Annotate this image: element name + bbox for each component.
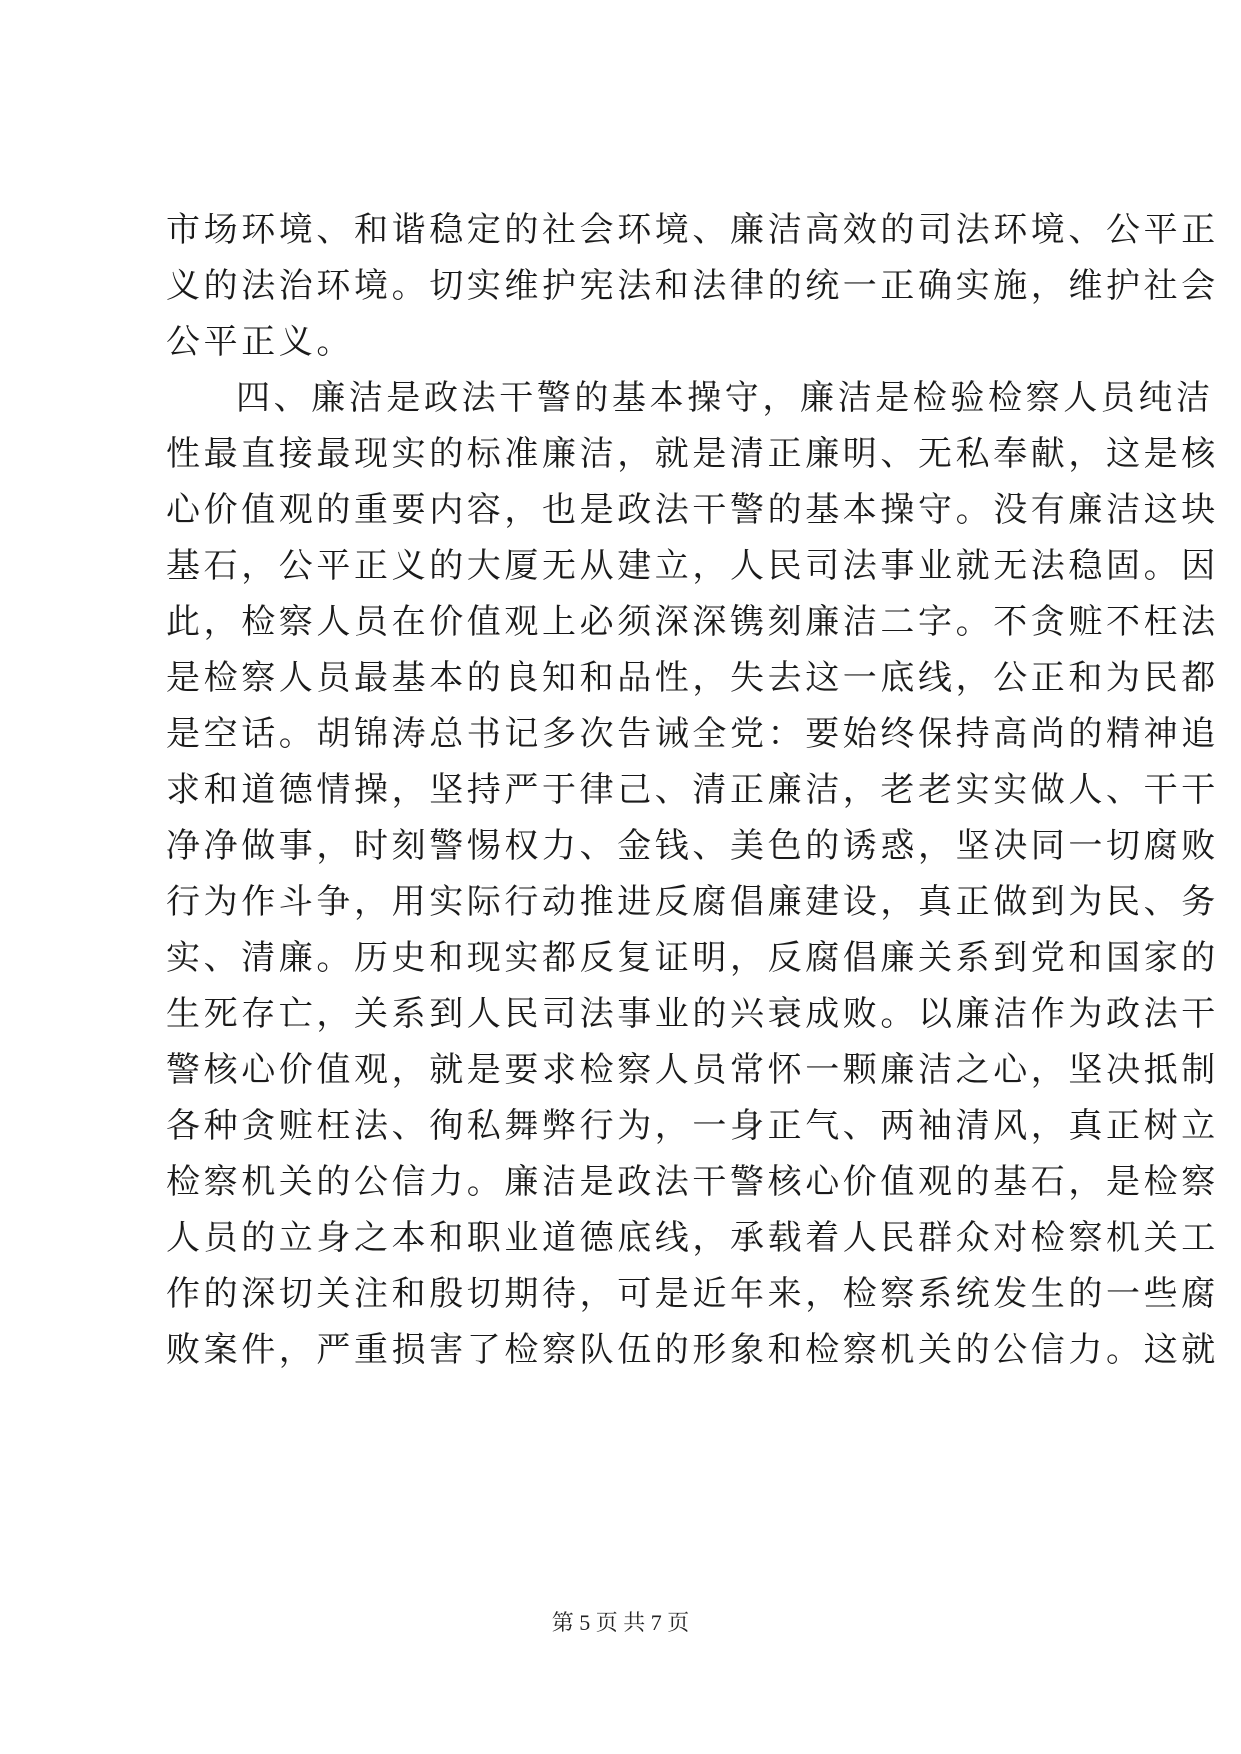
body-line: 各种贪赃枉法、徇私舞弊行为，一身正气、两袖清风，真正树立 <box>166 1106 1219 1146</box>
body-line: 求和道德情操，坚持严于律己、清正廉洁，老老实实做人、干干 <box>166 770 1219 810</box>
page-footer <box>0 1609 1241 1637</box>
body-line: 基石，公平正义的大厦无从建立，人民司法事业就无法稳固。因 <box>166 546 1219 586</box>
body-line: 生死存亡，关系到人民司法事业的兴衰成败。以廉洁作为政法干 <box>166 994 1219 1034</box>
body-line: 是检察人员最基本的良知和品性，失去这一底线，公正和为民都 <box>166 658 1219 698</box>
body-line: 性最直接最现实的标准廉洁，就是清正廉明、无私奉献，这是核 <box>166 434 1219 474</box>
body-line: 行为作斗争，用实际行动推进反腐倡廉建设，真正做到为民、务 <box>166 882 1219 922</box>
body-line: 败案件，严重损害了检察队伍的形象和检察机关的公信力。这就 <box>166 1330 1219 1370</box>
body-line: 市场环境、和谐稳定的社会环境、廉洁高效的司法环境、公平正 <box>166 210 1219 250</box>
body-line: 检察机关的公信力。廉洁是政法干警核心价值观的基石，是检察 <box>166 1162 1219 1202</box>
body-line: 实、清廉。历史和现实都反复证明，反腐倡廉关系到党和国家的 <box>166 938 1219 978</box>
body-line: 是空话。胡锦涛总书记多次告诫全党：要始终保持高尚的精神追 <box>166 714 1219 754</box>
body-line: 公平正义。 <box>166 322 354 362</box>
paragraph-first-line: 四、廉洁是政法干警的基本操守，廉洁是检验检察人员纯洁 <box>236 378 1214 418</box>
body-line: 人员的立身之本和职业道德底线，承载着人民群众对检察机关工 <box>166 1218 1219 1258</box>
body-line: 义的法治环境。切实维护宪法和法律的统一正确实施，维护社会 <box>166 266 1219 306</box>
body-line: 作的深切关注和殷切期待，可是近年来，检察系统发生的一些腐 <box>166 1274 1219 1314</box>
body-line: 心价值观的重要内容，也是政法干警的基本操守。没有廉洁这块 <box>166 490 1219 530</box>
page-number-label: 第 5 页 共 7 页 <box>551 1610 690 1635</box>
body-line: 净净做事，时刻警惕权力、金钱、美色的诱惑，坚决同一切腐败 <box>166 826 1219 866</box>
body-line: 警核心价值观，就是要求检察人员常怀一颗廉洁之心，坚决抵制 <box>166 1050 1219 1090</box>
body-line: 此，检察人员在价值观上必须深深镌刻廉洁二字。不贪赃不枉法 <box>166 602 1219 642</box>
